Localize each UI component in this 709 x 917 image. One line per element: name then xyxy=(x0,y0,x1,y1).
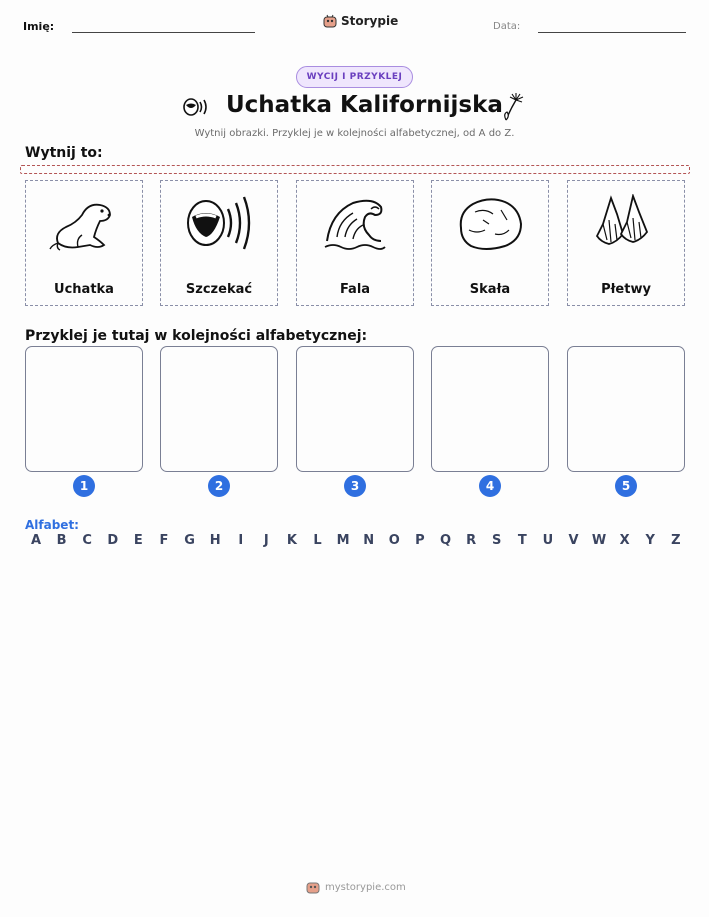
worksheet-header xyxy=(0,14,709,40)
rock-icon xyxy=(455,194,525,252)
alphabet-letter: S xyxy=(492,533,502,548)
storypie-mascot-icon xyxy=(306,880,320,894)
alphabet-letter: F xyxy=(159,533,169,548)
paste-box-3[interactable] xyxy=(296,346,414,472)
alphabet-label: Alfabet: xyxy=(25,518,79,532)
alphabet-letter: K xyxy=(286,533,297,548)
brand-logo xyxy=(323,14,398,28)
date-label: Data: xyxy=(493,21,521,32)
alphabet-row xyxy=(28,533,684,548)
activity-type-badge: WYCIJ I PRZYKLEJ xyxy=(296,66,413,88)
brand-name: Storypie xyxy=(341,14,399,28)
barking-mouth-icon xyxy=(182,96,210,118)
card-word: Uchatka xyxy=(54,282,114,297)
date-field-line[interactable] xyxy=(538,32,686,33)
position-number: 1 xyxy=(73,475,95,497)
cut-here-line xyxy=(20,165,690,174)
position-number: 2 xyxy=(208,475,230,497)
alphabet-letter: O xyxy=(388,533,400,548)
card-word: Szczekać xyxy=(185,282,253,297)
alphabet-letter: B xyxy=(56,533,67,548)
alphabet-letter: A xyxy=(30,533,42,548)
alphabet-letter: I xyxy=(238,533,244,548)
barking-mouth-icon xyxy=(184,195,254,251)
alphabet-letter: X xyxy=(619,533,630,548)
position-number: 3 xyxy=(344,475,366,497)
storypie-mascot-icon xyxy=(323,14,337,28)
alphabet-letter: P xyxy=(415,533,425,548)
alphabet-letter: E xyxy=(133,533,143,548)
name-label: Imię: xyxy=(23,20,55,33)
alphabet-letter: G xyxy=(184,533,195,548)
page-title: Uchatka Kalifornijska xyxy=(226,92,503,118)
cut-card-sea-lion[interactable] xyxy=(25,180,143,306)
sea-lion-icon xyxy=(48,193,120,253)
paste-section-label: Przyklej je tutaj w kolejności alfabetycznej: xyxy=(25,328,368,344)
paste-box-2[interactable] xyxy=(160,346,278,472)
alphabet-letter: Q xyxy=(439,533,452,548)
alphabet-letter: Z xyxy=(671,533,681,548)
cut-card-wave[interactable] xyxy=(296,180,414,306)
alphabet-letter: U xyxy=(542,533,554,548)
cut-section-label: Wytnij to: xyxy=(25,145,103,161)
footer-url: mystorypie.com xyxy=(325,881,406,893)
flippers-icon xyxy=(593,194,659,252)
name-field-line[interactable] xyxy=(72,32,255,33)
alphabet-letter: M xyxy=(336,533,350,548)
footer xyxy=(306,880,406,894)
alphabet-letter: N xyxy=(363,533,375,548)
alphabet-letter: V xyxy=(568,533,579,548)
paste-box-4[interactable] xyxy=(431,346,549,472)
instructions-text: Wytnij obrazki. Przyklej je w kolejności alfabetycznej, od A do Z. xyxy=(194,128,515,139)
position-number: 4 xyxy=(479,475,501,497)
alphabet-letter: H xyxy=(209,533,221,548)
wave-icon xyxy=(323,193,387,253)
cut-card-bark[interactable] xyxy=(160,180,278,306)
paste-box-1[interactable] xyxy=(25,346,143,472)
cut-card-flippers[interactable] xyxy=(567,180,685,306)
card-word: Skała xyxy=(469,282,511,297)
alphabet-letter: T xyxy=(517,533,527,548)
alphabet-letter: D xyxy=(107,533,119,548)
dandelion-icon xyxy=(500,92,526,122)
alphabet-letter: W xyxy=(591,533,607,548)
alphabet-letter: J xyxy=(263,533,269,548)
card-word: Fala xyxy=(339,282,371,297)
alphabet-letter: R xyxy=(466,533,477,548)
position-number: 5 xyxy=(615,475,637,497)
alphabet-letter: C xyxy=(82,533,92,548)
alphabet-letter: L xyxy=(313,533,322,548)
paste-box-5[interactable] xyxy=(567,346,685,472)
alphabet-letter: Y xyxy=(645,533,655,548)
cut-card-rock[interactable] xyxy=(431,180,549,306)
card-word: Płetwy xyxy=(601,282,651,297)
title-row xyxy=(0,92,709,124)
